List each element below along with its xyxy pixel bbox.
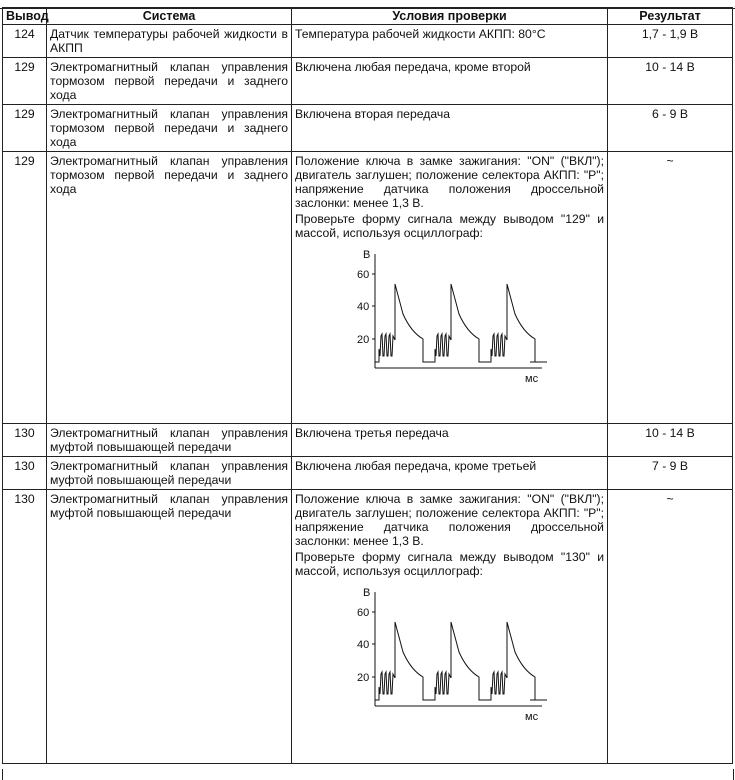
table-row: [3, 58, 733, 105]
condition-text: Положение ключа в замке зажигания: "ON" ("ВКЛ"); двигатель заглушен; положение селектора АКПП: "P"; напряжение датчика положения дроссельной заслонки: менее 1,3 В.: [295, 154, 604, 210]
table-header-row: [3, 8, 733, 25]
specification-table: [2, 7, 733, 764]
conditions-cell: [292, 152, 608, 424]
header-pin: Вывод: [3, 8, 47, 25]
condition-text: Включена любая передача, кроме третьей: [295, 459, 537, 473]
waveform-line: [375, 622, 547, 700]
system-cell: Электромагнитный клапан управления тормозом первой передачи и заднего хода: [47, 152, 292, 424]
table-continuation: [2, 769, 734, 780]
condition-text: Включена любая передача, кроме второй: [295, 60, 531, 74]
y-axis-unit: В: [363, 249, 371, 261]
system-cell: Датчик температуры рабочей жидкости в АКПП: [47, 25, 292, 58]
x-axis-unit: мс: [525, 711, 539, 723]
pin-cell: 130: [3, 424, 47, 457]
conditions-cell: [292, 25, 608, 58]
table-row: [3, 490, 733, 764]
conditions-cell: [292, 424, 608, 457]
y-tick-label: 60: [357, 269, 370, 281]
condition-text: Проверьте форму сигнала между выводом "130" и массой, используя осциллограф:: [295, 550, 604, 578]
result-cell: 6 - 9 В: [608, 105, 733, 152]
y-tick-label: 20: [357, 334, 370, 346]
pin-cell: 129: [3, 58, 47, 105]
pin-cell: 124: [3, 25, 47, 58]
system-cell: Электромагнитный клапан управления муфтой повышающей передачи: [47, 457, 292, 490]
y-tick-label: 40: [357, 301, 370, 313]
pin-cell: 129: [3, 105, 47, 152]
result-cell: 7 - 9 В: [608, 457, 733, 490]
result-cell: ~: [608, 152, 733, 424]
result-cell: ~: [608, 490, 733, 764]
header-conditions: Условия проверки: [292, 8, 608, 25]
condition-text: Включена третья передача: [295, 426, 449, 440]
table-row: [3, 152, 733, 424]
system-cell: Электромагнитный клапан управления тормозом первой передачи и заднего хода: [47, 58, 292, 105]
condition-text: Температура рабочей жидкости АКПП: 80°C: [295, 27, 546, 41]
conditions-cell: [292, 457, 608, 490]
y-tick-label: 60: [357, 607, 370, 619]
oscillogram-chart: [357, 582, 557, 730]
condition-text: Включена вторая передача: [295, 107, 450, 121]
table-row: [3, 105, 733, 152]
pin-cell: 129: [3, 152, 47, 424]
oscillogram-chart: [357, 244, 557, 392]
condition-text: Проверьте форму сигнала между выводом "129" и массой, используя осциллограф:: [295, 212, 604, 240]
y-axis-unit: В: [363, 587, 371, 599]
conditions-cell: [292, 58, 608, 105]
conditions-cell: [292, 105, 608, 152]
y-tick-label: 40: [357, 639, 370, 651]
table-row: [3, 457, 733, 490]
y-tick-label: 20: [357, 672, 370, 684]
condition-text: Положение ключа в замке зажигания: "ON" ("ВКЛ"); двигатель заглушен; положение селектора АКПП: "P"; напряжение датчика положения дроссельной заслонки: менее 1,3 В.: [295, 492, 604, 548]
table-row: [3, 25, 733, 58]
result-cell: 10 - 14 В: [608, 58, 733, 105]
conditions-cell: [292, 490, 608, 764]
pin-cell: 130: [3, 490, 47, 764]
system-cell: Электромагнитный клапан управления муфтой повышающей передачи: [47, 424, 292, 457]
result-cell: 1,7 - 1,9 В: [608, 25, 733, 58]
pin-cell: 130: [3, 457, 47, 490]
result-cell: 10 - 14 В: [608, 424, 733, 457]
waveform-line: [375, 284, 547, 362]
header-system: Система: [47, 8, 292, 25]
system-cell: Электромагнитный клапан управления муфтой повышающей передачи: [47, 490, 292, 764]
system-cell: Электромагнитный клапан управления тормозом первой передачи и заднего хода: [47, 105, 292, 152]
header-result: Результат: [608, 8, 733, 25]
x-axis-unit: мс: [525, 373, 539, 385]
table-row: [3, 424, 733, 457]
